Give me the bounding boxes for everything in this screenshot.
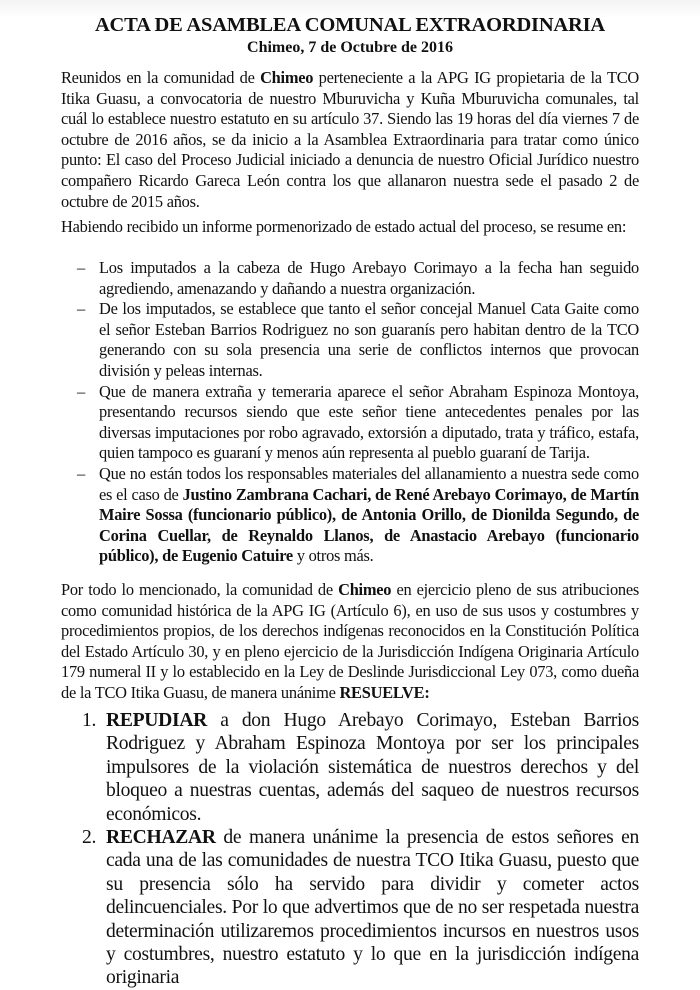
dash-bullet-icon: – bbox=[77, 381, 85, 401]
finding-item bbox=[61, 258, 639, 299]
finding-item bbox=[61, 299, 639, 381]
resolution-text: a don Hugo Arebayo Corimayo, Esteban Barrios Rodriguez y Abraham Espinoza Montoya por ser los principales impulsores de la violación sistemática de nuestros derechos y del bloqueo a nuestras cuentas, además del saqueo de nuestros recursos económicos. bbox=[106, 710, 639, 825]
opening-paragraph-post: perteneciente a la APG IG propietaria de la TCO Itika Guasu, a convocatoria de nuestro Mburuvicha y Kuña Mburuvicha comunales, tal cuál lo establece nuestro estatuto en su artículo 37. Siendo las 19 horas del día viernes 7 de octubre de 2016 años, se da inicio a la Asamblea Extraordinaria para tratar como único punto: El caso del Proceso Judicial iniciado a denuncia de nuestro Oficial Jurídico nuestro compañero Ricardo Gareca León contra los que allanaron nuestra sede el pasado 2 de octubre de 2015 años. bbox=[61, 68, 639, 211]
opening-paragraph bbox=[61, 68, 639, 212]
resolution-item bbox=[82, 709, 639, 826]
resolution-text: de manera unánime la presencia de estos señores en cada una de las comunidades de nuestra TCO Itika Guasu, puesto que su presencia sólo ha servido para dividir y cometer actos delincuenciales. Por lo que advertimos que de no ser respetada nuestra determinación utilizaremos procedimientos incursos en nuestros usos y costumbres, nuestro estatuto y lo que en la jurisdicción indígena originaria bbox=[106, 827, 639, 989]
report-findings-list bbox=[61, 258, 639, 567]
dash-bullet-icon: – bbox=[77, 258, 85, 277]
dash-bullet-icon: – bbox=[77, 299, 85, 319]
resolution-number: 1. bbox=[82, 710, 97, 731]
preamble-pre: Por todo lo mencionado, la comunidad de bbox=[61, 580, 339, 599]
resolution-verb: REPUDIAR bbox=[106, 710, 208, 731]
resolution-preamble bbox=[61, 580, 639, 704]
finding-item bbox=[61, 382, 639, 464]
finding-text-post: y otros más. bbox=[292, 546, 374, 566]
document-title: ACTA DE ASAMBLEA COMUNAL EXTRAORDINARIA bbox=[94, 14, 606, 36]
finding-item bbox=[61, 464, 639, 567]
resuelve-keyword: RESUELVE: bbox=[339, 682, 430, 702]
resolution-number: 2. bbox=[82, 827, 97, 849]
document-subtitle: Chimeo, 7 de Octubre de 2016 bbox=[247, 39, 453, 56]
community-name: Chimeo bbox=[260, 68, 314, 87]
finding-text: De los imputados, se establece que tanto el señor concejal Manuel Cata Gaite como el señor Esteban Barrios Rodriguez no son guaranís pero habitan dentro de la TCO generando con su sola presencia una serie de conflictos internos que provocan división y peleas internas. bbox=[99, 299, 639, 380]
opening-paragraph-pre: Reunidos en la comunidad de bbox=[61, 68, 261, 87]
responsible-names: Justino Zambrana Cachari, de René Arebayo Corimayo, de Martín Maire Sossa (funcionario público), de Antonia Orillo, de Dionilda Segundo, de Corina Cuellar, de Reynaldo Llanos, de Anastacio Arebayo (funcionario público), de Eugenio Catuire bbox=[99, 484, 639, 566]
finding-text-pre: Que no están todos los responsables materiales del allanamiento a nuestra sede como es el caso de bbox=[99, 463, 639, 504]
finding-text: Los imputados a la cabeza de Hugo Arebayo Corimayo a la fecha han seguido agrediendo, amenazando y dañando a nuestra organización. bbox=[99, 258, 639, 298]
finding-text: Que de manera extraña y temeraria aparece el señor Abraham Espinoza Montoya, presentando recursos siendo que este señor tiene antecedentes penales por las diversas imputaciones por robo agravado, extorsión a diputado, trata y tráfico, estafa, quien tampoco es guaraní y menos aún representa al pueblo guaraní de Tarija. bbox=[99, 381, 639, 463]
resolution-item bbox=[82, 826, 639, 990]
dash-bullet-icon: – bbox=[77, 463, 85, 483]
report-intro-paragraph: Habiendo recibido un informe pormenorizado de estado actual del proceso, se resume en: bbox=[61, 217, 627, 236]
resolutions-list bbox=[82, 709, 639, 990]
resolution-verb: RECHAZAR bbox=[106, 827, 216, 849]
preamble-mid: en ejercicio pleno de sus atribuciones como comunidad histórica de la APG IG (Artículo 6), en uso de sus usos y costumbres y procedimientos propios, de los derechos indígenas reconocidos en la Constitución Política del Estado Artículo 30, y en pleno ejercicio de la Jurisdicción Indígena Originaria Artículo 179 numeral II y lo establecido en la Ley de Deslinde Jurisdiccional Ley 073, como dueña de la TCO Itika Guasu, de manera unánime bbox=[61, 580, 639, 702]
community-name: Chimeo bbox=[338, 580, 392, 599]
